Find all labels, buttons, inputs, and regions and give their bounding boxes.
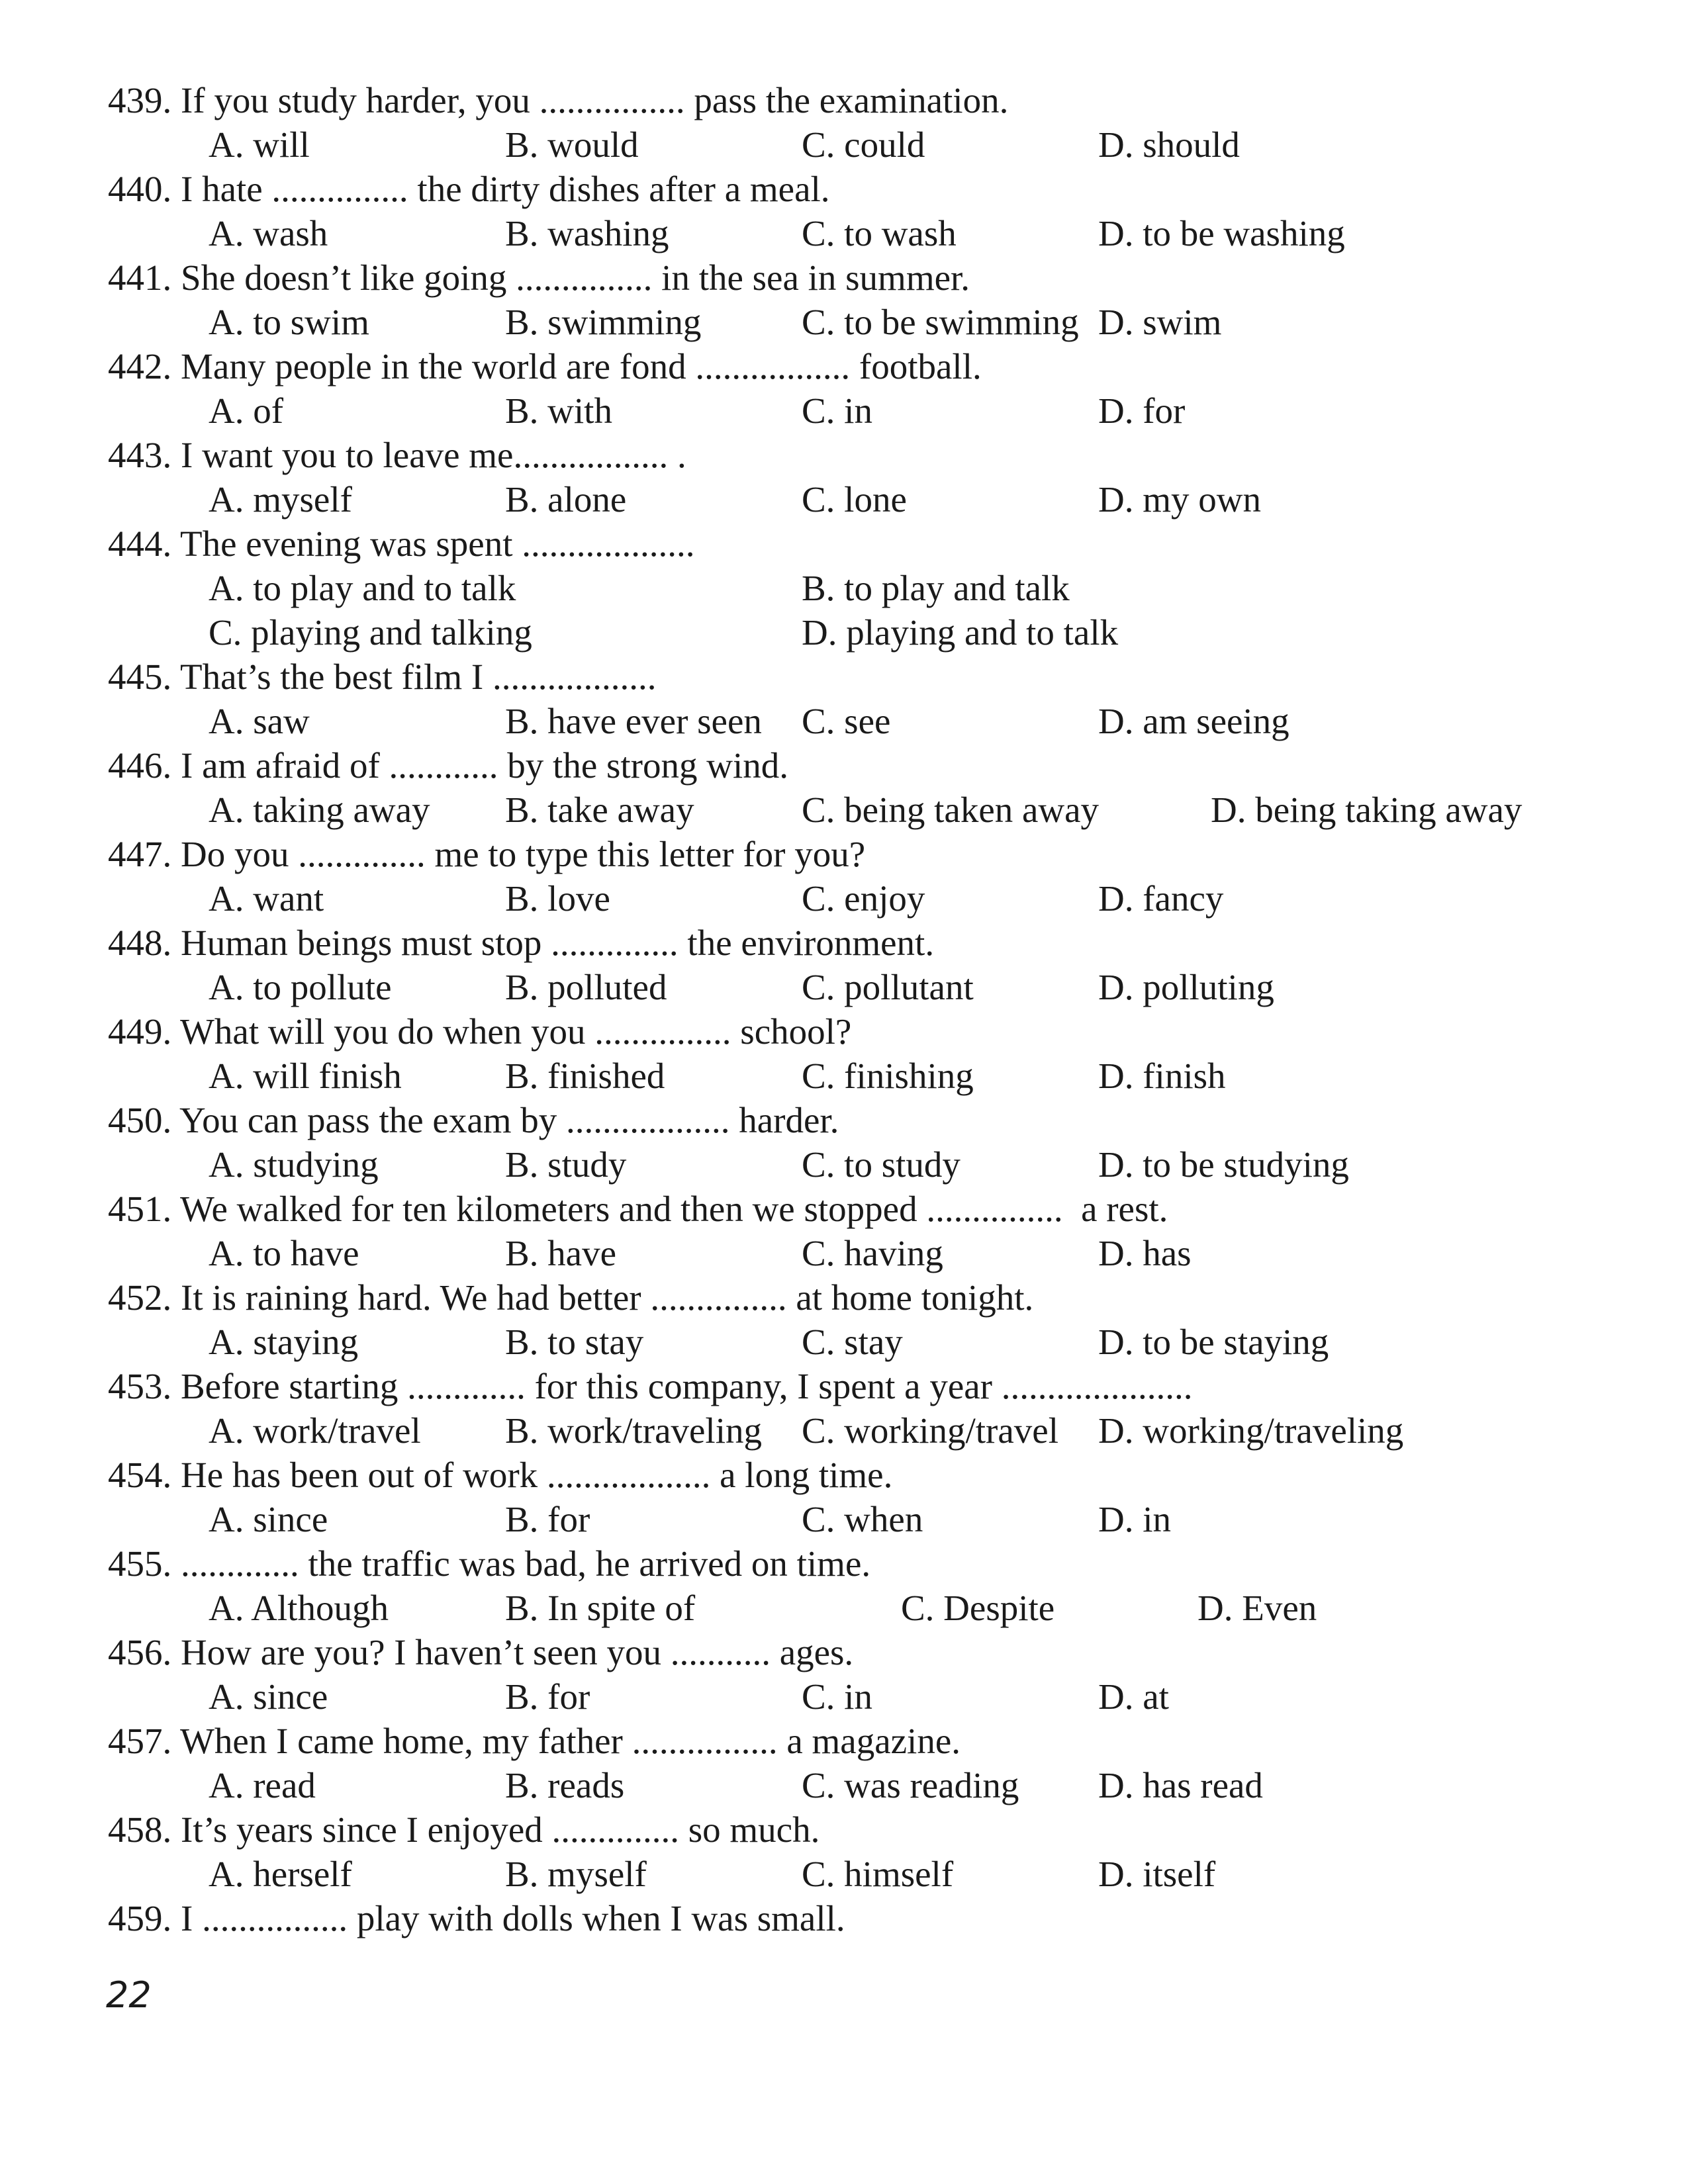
option-c: C. pollutant <box>802 967 974 1007</box>
option-a: A. will finish <box>209 1056 402 1096</box>
question-442: 442. Many people in the world are fond ................. football. <box>108 346 982 387</box>
option-c: C. was reading <box>802 1765 1019 1805</box>
options-441 <box>108 300 1630 344</box>
option-a: A. since <box>209 1676 328 1717</box>
option-c: C. to wash <box>802 213 957 253</box>
option-d: D. at <box>1098 1676 1169 1717</box>
option-b: B. for <box>505 1676 590 1717</box>
options-442 <box>108 388 1630 433</box>
question-441: 441. She doesn’t like going ............... in the sea in summer. <box>108 257 970 298</box>
options-454 <box>108 1497 1630 1541</box>
option-d: D. finish <box>1098 1056 1226 1096</box>
option-a: A. saw <box>209 701 310 741</box>
option-c: C. Despite <box>901 1588 1055 1628</box>
question-452: 452. It is raining hard. We had better ............... at home tonight. <box>108 1277 1034 1318</box>
options-445 <box>108 699 1630 743</box>
option-d: D. should <box>1098 124 1240 165</box>
question-446: 446. I am afraid of ............ by the strong wind. <box>108 745 789 786</box>
option-b: B. myself <box>505 1854 647 1894</box>
option-a: A. myself <box>209 479 352 520</box>
option-a: A. since <box>209 1499 328 1539</box>
options-444 <box>108 566 1630 655</box>
question-454: 454. He has been out of work .................. a long time. <box>108 1455 893 1495</box>
option-d: D. has read <box>1098 1765 1263 1805</box>
option-c: C. in <box>802 1676 872 1717</box>
option-a: A. to pollute <box>209 967 392 1007</box>
option-d: D. to be washing <box>1098 213 1345 253</box>
question-455: 455. ............. the traffic was bad, he arrived on time. <box>108 1543 871 1584</box>
option-d: D. working/traveling <box>1098 1410 1404 1451</box>
option-b: B. have ever seen <box>505 701 762 741</box>
option-d: D. has <box>1098 1233 1192 1273</box>
option-a: A. will <box>209 124 310 165</box>
option-c: C. to study <box>802 1144 961 1185</box>
options-451 <box>108 1231 1630 1275</box>
question-458: 458. It’s years since I enjoyed .............. so much. <box>108 1809 820 1850</box>
options-456 <box>108 1674 1630 1719</box>
options-448 <box>108 965 1630 1009</box>
option-b: B. work/traveling <box>505 1410 762 1451</box>
option-a: A. wash <box>209 213 328 253</box>
option-c: C. finishing <box>802 1056 974 1096</box>
option-a: A. of <box>209 390 284 431</box>
option-d: D. in <box>1098 1499 1171 1539</box>
option-c: C. himself <box>802 1854 954 1894</box>
option-a: A. work/travel <box>209 1410 421 1451</box>
option-d: D. polluting <box>1098 967 1274 1007</box>
option-a: A. studying <box>209 1144 379 1185</box>
option-b: B. reads <box>505 1765 625 1805</box>
options-457 <box>108 1763 1630 1807</box>
question-445: 445. That’s the best film I .................. <box>108 657 657 697</box>
option-c: C. stay <box>802 1322 903 1362</box>
option-d: D. for <box>1098 390 1186 431</box>
option-c: C. to be swimming <box>802 302 1079 342</box>
option-c: C. see <box>802 701 891 741</box>
option-b: B. In spite of <box>505 1588 696 1628</box>
options-447 <box>108 876 1630 921</box>
options-446 <box>108 788 1630 832</box>
options-449 <box>108 1054 1630 1098</box>
option-c: C. in <box>802 390 872 431</box>
option-d: D. to be staying <box>1098 1322 1329 1362</box>
question-447: 447. Do you .............. me to type this letter for you? <box>108 834 866 874</box>
options-453 <box>108 1408 1630 1453</box>
question-456: 456. How are you? I haven’t seen you ........... ages. <box>108 1632 854 1672</box>
option-b: B. for <box>505 1499 590 1539</box>
option-a: A. staying <box>209 1322 359 1362</box>
question-457: 457. When I came home, my father ................ a magazine. <box>108 1721 961 1761</box>
option-a: A. read <box>209 1765 316 1805</box>
option-b: B. with <box>505 390 612 431</box>
question-449: 449. What will you do when you ............... school? <box>108 1011 852 1052</box>
question-440: 440. I hate ............... the dirty dishes after a meal. <box>108 169 830 209</box>
question-439: 439. If you study harder, you ................ pass the examination. <box>108 80 1009 120</box>
question-450: 450. You can pass the exam by .................. harder. <box>108 1100 839 1140</box>
option-b: B. take away <box>505 790 694 830</box>
option-a: A. to play and to talk <box>209 568 516 608</box>
option-d: D. my own <box>1098 479 1261 520</box>
option-d: D. being taking away <box>1211 790 1523 830</box>
option-b: B. alone <box>505 479 627 520</box>
option-c: C. enjoy <box>802 878 925 919</box>
option-c: C. playing and talking <box>209 612 532 653</box>
option-b: B. swimming <box>505 302 702 342</box>
option-c: C. having <box>802 1233 943 1273</box>
options-450 <box>108 1142 1630 1187</box>
option-c: C. working/travel <box>802 1410 1058 1451</box>
question-453: 453. Before starting ............. for this company, I spent a year ..................... <box>108 1366 1193 1406</box>
options-455 <box>108 1586 1630 1630</box>
option-b: B. to stay <box>505 1322 644 1362</box>
question-451: 451. We walked for ten kilometers and then we stopped ............... a rest. <box>108 1189 1168 1229</box>
option-b: B. would <box>505 124 639 165</box>
question-459: 459. I ................ play with dolls when I was small. <box>108 1898 845 1938</box>
option-b: B. washing <box>505 213 669 253</box>
option-d: D. to be studying <box>1098 1144 1349 1185</box>
option-a: A. herself <box>209 1854 352 1894</box>
options-439 <box>108 122 1630 167</box>
question-list <box>108 78 1630 1940</box>
option-c: C. when <box>802 1499 923 1539</box>
question-444: 444. The evening was spent ................... <box>108 523 695 564</box>
option-a: A. to swim <box>209 302 369 342</box>
options-440 <box>108 211 1630 255</box>
options-452 <box>108 1320 1630 1364</box>
option-c: C. could <box>802 124 925 165</box>
option-c: C. lone <box>802 479 907 520</box>
option-b: B. finished <box>505 1056 665 1096</box>
option-b: B. polluted <box>505 967 667 1007</box>
option-d: D. swim <box>1098 302 1222 342</box>
options-458 <box>108 1852 1630 1896</box>
option-a: A. taking away <box>209 790 430 830</box>
option-c: C. being taken away <box>802 790 1100 830</box>
page-number: 22 <box>106 1974 152 2016</box>
question-448: 448. Human beings must stop .............. the environment. <box>108 923 935 963</box>
option-b: B. to play and talk <box>802 568 1070 608</box>
option-d: D. am seeing <box>1098 701 1289 741</box>
option-a: A. want <box>209 878 324 919</box>
option-d: D. playing and to talk <box>802 612 1119 653</box>
option-a: A. to have <box>209 1233 359 1273</box>
option-b: B. love <box>505 878 610 919</box>
option-d: D. Even <box>1197 1588 1317 1628</box>
options-443 <box>108 477 1630 522</box>
option-d: D. fancy <box>1098 878 1224 919</box>
option-d: D. itself <box>1098 1854 1216 1894</box>
question-443: 443. I want you to leave me................. . <box>108 435 686 475</box>
option-b: B. have <box>505 1233 617 1273</box>
option-b: B. study <box>505 1144 627 1185</box>
option-a: A. Although <box>209 1588 389 1628</box>
